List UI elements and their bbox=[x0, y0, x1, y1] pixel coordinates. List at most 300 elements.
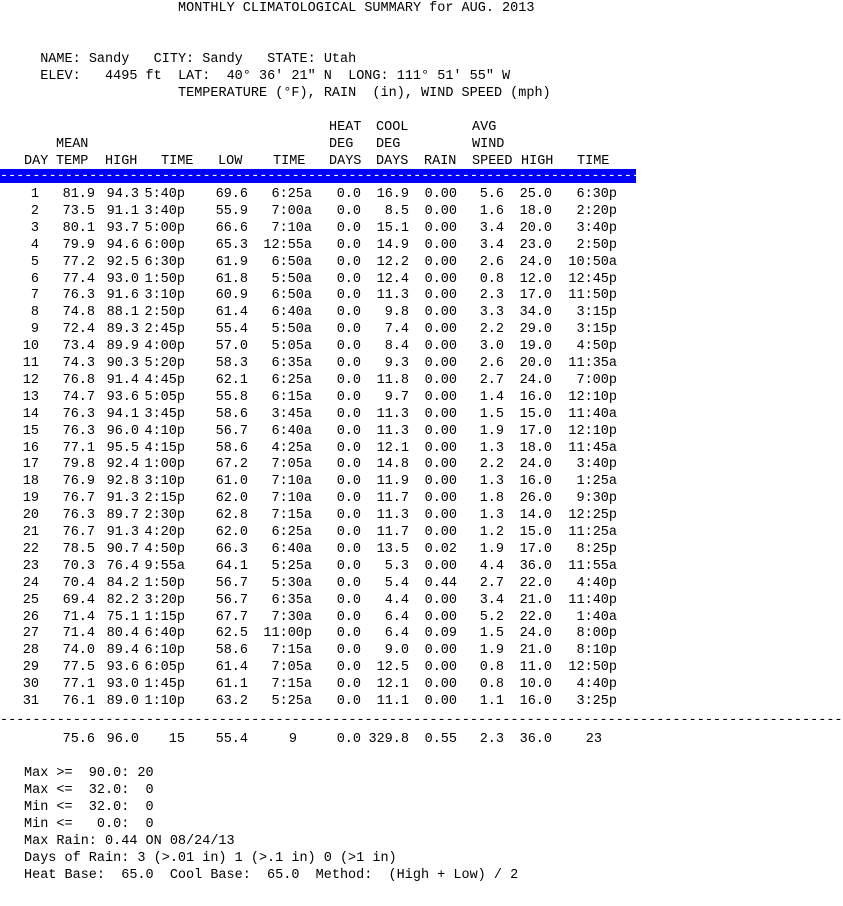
cell-avg-wind-speed: 2.6 bbox=[479, 356, 504, 371]
cell-wind-high: 15.0 bbox=[519, 525, 552, 540]
cell-low-time: 5:50a bbox=[271, 322, 312, 338]
cell-rain: 0.00 bbox=[424, 203, 457, 219]
cell-cool-deg-days: 12.4 bbox=[376, 271, 409, 287]
cell-low: 62.8 bbox=[215, 508, 248, 524]
totals-row bbox=[0, 731, 636, 748]
cell-heat-deg-days: 0.0 bbox=[336, 457, 361, 473]
cell-high-time: 1:15p bbox=[144, 609, 185, 625]
hdr-temp: TEMP bbox=[56, 154, 89, 169]
cell-wind-high: 15.0 bbox=[519, 406, 552, 422]
hdr-time1: TIME bbox=[161, 154, 194, 169]
cell-wind-high-time: 1:25a bbox=[576, 474, 617, 490]
cell-wind-high: 16.0 bbox=[519, 694, 552, 709]
table-row bbox=[0, 490, 636, 507]
cell-avg-wind-speed: 0.8 bbox=[479, 677, 504, 693]
total-rain: 0.55 bbox=[424, 732, 457, 747]
cell-low-time: 7:30a bbox=[271, 609, 312, 625]
cell-rain: 0.00 bbox=[424, 592, 457, 608]
cell-cool-deg-days: 9.7 bbox=[384, 389, 409, 405]
cell-avg-wind-speed: 1.2 bbox=[479, 525, 504, 540]
table-row bbox=[0, 287, 636, 304]
hdr-wind: WIND bbox=[472, 137, 505, 152]
cell-wind-high: 24.0 bbox=[519, 372, 552, 388]
cell-heat-deg-days: 0.0 bbox=[336, 660, 361, 676]
cell-wind-high: 12.0 bbox=[519, 271, 552, 287]
cell-low-time: 5:25a bbox=[271, 558, 312, 574]
table-row bbox=[0, 186, 636, 203]
cell-low: 66.6 bbox=[215, 220, 248, 236]
cell-low-time: 7:05a bbox=[271, 660, 312, 676]
summary-line: Min <= 32.0: 0 bbox=[24, 800, 154, 815]
cell-low-time: 7:10a bbox=[271, 491, 312, 507]
cell-low-time: 11:00p bbox=[263, 626, 312, 642]
cell-low: 64.1 bbox=[215, 558, 248, 574]
cell-cool-deg-days: 11.3 bbox=[376, 406, 409, 422]
cell-heat-deg-days: 0.0 bbox=[336, 305, 361, 321]
cell-rain: 0.00 bbox=[424, 305, 457, 321]
table-row bbox=[0, 389, 636, 406]
cell-cool-deg-days: 15.1 bbox=[376, 220, 409, 236]
cell-wind-high: 36.0 bbox=[519, 558, 552, 574]
cell-high-time: 3:45p bbox=[144, 406, 185, 422]
report-title: MONTHLY CLIMATOLOGICAL SUMMARY for AUG. 2013 bbox=[178, 1, 535, 16]
cell-high-time: 3:20p bbox=[144, 592, 185, 608]
cell-high: 90.3 bbox=[106, 356, 139, 371]
station-long: 111° 51' 55" W bbox=[396, 69, 511, 84]
cell-cool-deg-days: 11.7 bbox=[376, 525, 409, 540]
cell-low-time: 6:35a bbox=[271, 592, 312, 608]
cell-high: 94.3 bbox=[106, 187, 139, 202]
cell-mean-temp: 76.8 bbox=[62, 372, 95, 388]
cell-high-time: 4:20p bbox=[144, 525, 185, 540]
cell-avg-wind-speed: 3.4 bbox=[479, 220, 504, 236]
cell-wind-high-time: 11:25a bbox=[568, 525, 617, 540]
cell-wind-high: 21.0 bbox=[519, 643, 552, 659]
cell-rain: 0.00 bbox=[424, 457, 457, 473]
cell-day: 30 bbox=[22, 677, 39, 693]
cell-high: 89.4 bbox=[106, 643, 139, 659]
cell-low-time: 3:45a bbox=[271, 406, 312, 422]
cell-avg-wind-speed: 4.4 bbox=[479, 558, 504, 574]
cell-wind-high: 10.0 bbox=[519, 677, 552, 693]
hdr-cool-deg: DEG bbox=[376, 137, 401, 152]
cell-heat-deg-days: 0.0 bbox=[336, 187, 361, 202]
summary-line: Max >= 90.0: 20 bbox=[24, 766, 154, 781]
cell-high: 88.1 bbox=[106, 305, 139, 321]
cell-wind-high: 21.0 bbox=[519, 592, 552, 608]
table-row bbox=[0, 676, 636, 693]
cell-low: 58.6 bbox=[215, 406, 248, 422]
table-row bbox=[0, 440, 636, 457]
cell-wind-high-time: 8:00p bbox=[576, 626, 617, 642]
cell-heat-deg-days: 0.0 bbox=[336, 288, 361, 304]
cell-cool-deg-days: 11.9 bbox=[376, 474, 409, 490]
cell-cool-deg-days: 13.5 bbox=[376, 541, 409, 557]
cell-cool-deg-days: 11.3 bbox=[376, 423, 409, 439]
cell-high-time: 5:00p bbox=[144, 220, 185, 236]
cell-wind-high-time: 11:45a bbox=[568, 440, 617, 456]
totals-divider: -------------------------------------------------------------------------------------------------------- bbox=[0, 713, 843, 728]
cell-rain: 0.00 bbox=[424, 237, 457, 253]
cell-low: 61.4 bbox=[215, 305, 248, 321]
cell-wind-high: 20.0 bbox=[519, 220, 552, 236]
cell-wind-high-time: 11:55a bbox=[568, 558, 617, 574]
cell-low-time: 5:30a bbox=[271, 575, 312, 591]
cell-heat-deg-days: 0.0 bbox=[336, 339, 361, 355]
cell-low-time: 6:40a bbox=[271, 541, 312, 557]
cell-rain: 0.00 bbox=[424, 339, 457, 355]
cell-high-time: 6:05p bbox=[144, 660, 185, 676]
cell-low: 58.3 bbox=[215, 356, 248, 371]
cell-low: 61.9 bbox=[215, 254, 248, 270]
cell-day: 13 bbox=[22, 389, 39, 405]
cell-day: 28 bbox=[22, 643, 39, 659]
cell-high-time: 1:45p bbox=[144, 677, 185, 693]
cell-high: 95.5 bbox=[106, 440, 139, 456]
cell-mean-temp: 74.0 bbox=[62, 643, 95, 659]
cell-heat-deg-days: 0.0 bbox=[336, 677, 361, 693]
table-row bbox=[0, 575, 636, 592]
cell-high: 76.4 bbox=[106, 558, 139, 574]
cell-low: 61.8 bbox=[215, 271, 248, 287]
cell-avg-wind-speed: 2.2 bbox=[479, 322, 504, 338]
cell-rain: 0.00 bbox=[424, 474, 457, 490]
cell-wind-high-time: 12:10p bbox=[568, 389, 617, 405]
cell-high: 91.6 bbox=[106, 288, 139, 304]
cell-cool-deg-days: 4.4 bbox=[384, 592, 409, 608]
cell-avg-wind-speed: 3.4 bbox=[479, 237, 504, 253]
cell-high: 92.8 bbox=[106, 474, 139, 490]
table-row bbox=[0, 659, 636, 676]
hdr-cool: COOL bbox=[376, 120, 409, 135]
cell-high-time: 2:50p bbox=[144, 305, 185, 321]
cell-rain: 0.00 bbox=[424, 677, 457, 693]
cell-day: 16 bbox=[22, 440, 39, 456]
cell-avg-wind-speed: 5.6 bbox=[479, 187, 504, 202]
cell-low: 67.2 bbox=[215, 457, 248, 473]
hdr-high2: HIGH bbox=[521, 154, 554, 169]
cell-wind-high: 16.0 bbox=[519, 389, 552, 405]
station-elev: 4495 ft bbox=[105, 69, 162, 84]
station-city: Sandy bbox=[202, 52, 243, 67]
cell-avg-wind-speed: 2.3 bbox=[479, 288, 504, 304]
cell-high-time: 1:00p bbox=[144, 457, 185, 473]
cell-day: 7 bbox=[30, 288, 39, 304]
cell-avg-wind-speed: 2.2 bbox=[479, 457, 504, 473]
cell-mean-temp: 77.2 bbox=[62, 254, 95, 270]
cell-avg-wind-speed: 1.9 bbox=[479, 643, 504, 659]
table-row bbox=[0, 321, 636, 338]
cell-day: 29 bbox=[22, 660, 39, 676]
cell-avg-wind-speed: 5.2 bbox=[479, 609, 504, 625]
cell-high: 94.1 bbox=[106, 406, 139, 422]
cell-low: 61.0 bbox=[215, 474, 248, 490]
cell-rain: 0.00 bbox=[424, 508, 457, 524]
cell-rain: 0.02 bbox=[424, 541, 457, 557]
cell-avg-wind-speed: 3.4 bbox=[479, 592, 504, 608]
cell-mean-temp: 74.7 bbox=[62, 389, 95, 405]
table-row bbox=[0, 524, 636, 541]
station-state: Utah bbox=[323, 52, 357, 67]
cell-high-time: 3:10p bbox=[144, 288, 185, 304]
cell-wind-high-time: 10:50a bbox=[568, 254, 617, 270]
cell-high: 94.6 bbox=[106, 237, 139, 253]
cell-low-time: 7:05a bbox=[271, 457, 312, 473]
cell-cool-deg-days: 9.8 bbox=[384, 305, 409, 321]
cell-mean-temp: 77.4 bbox=[62, 271, 95, 287]
cell-low: 55.9 bbox=[215, 203, 248, 219]
cell-rain: 0.00 bbox=[424, 558, 457, 574]
cell-rain: 0.00 bbox=[424, 440, 457, 456]
cell-high: 89.3 bbox=[106, 322, 139, 338]
total-wind: 2.3 bbox=[479, 732, 504, 747]
cell-avg-wind-speed: 1.9 bbox=[479, 423, 504, 439]
cell-wind-high-time: 3:40p bbox=[576, 220, 617, 236]
cell-wind-high: 24.0 bbox=[519, 457, 552, 473]
cell-wind-high-time: 6:30p bbox=[576, 187, 617, 202]
cell-cool-deg-days: 14.9 bbox=[376, 237, 409, 253]
cell-day: 10 bbox=[22, 339, 39, 355]
cell-day: 26 bbox=[22, 609, 39, 625]
summary-line: Days of Rain: 3 (>.01 in) 1 (>.1 in) 0 (>1 in) bbox=[24, 851, 397, 866]
cell-wind-high-time: 4:40p bbox=[576, 677, 617, 693]
cell-mean-temp: 74.3 bbox=[62, 356, 95, 371]
cell-high: 91.1 bbox=[106, 203, 139, 219]
cell-wind-high: 34.0 bbox=[519, 305, 552, 321]
cell-avg-wind-speed: 1.5 bbox=[479, 626, 504, 642]
cell-avg-wind-speed: 1.8 bbox=[479, 491, 504, 507]
cell-high: 93.0 bbox=[106, 677, 139, 693]
cell-wind-high: 14.0 bbox=[519, 508, 552, 524]
cell-wind-high: 23.0 bbox=[519, 237, 552, 253]
cell-high: 91.4 bbox=[106, 372, 139, 388]
cell-heat-deg-days: 0.0 bbox=[336, 558, 361, 574]
cell-cool-deg-days: 6.4 bbox=[384, 626, 409, 642]
cell-day: 22 bbox=[22, 541, 39, 557]
cell-heat-deg-days: 0.0 bbox=[336, 474, 361, 490]
cell-low-time: 6:35a bbox=[271, 356, 312, 371]
cell-day: 20 bbox=[22, 508, 39, 524]
cell-high: 91.3 bbox=[106, 525, 139, 540]
cell-high-time: 4:15p bbox=[144, 440, 185, 456]
cell-wind-high-time: 2:50p bbox=[576, 237, 617, 253]
cell-low-time: 7:15a bbox=[271, 508, 312, 524]
cell-high-time: 3:40p bbox=[144, 203, 185, 219]
cell-wind-high-time: 2:20p bbox=[576, 203, 617, 219]
cell-rain: 0.00 bbox=[424, 491, 457, 507]
cell-wind-high-time: 3:15p bbox=[576, 305, 617, 321]
table-row bbox=[0, 541, 636, 558]
cell-wind-high: 22.0 bbox=[519, 575, 552, 591]
hdr-speed: SPEED bbox=[472, 154, 513, 169]
cell-wind-high: 11.0 bbox=[519, 660, 552, 676]
cell-wind-high-time: 12:10p bbox=[568, 423, 617, 439]
cell-high: 89.0 bbox=[106, 694, 139, 709]
cell-avg-wind-speed: 1.3 bbox=[479, 440, 504, 456]
cell-wind-high-time: 3:15p bbox=[576, 322, 617, 338]
cell-high-time: 6:00p bbox=[144, 237, 185, 253]
table-row bbox=[0, 220, 636, 237]
cell-heat-deg-days: 0.0 bbox=[336, 592, 361, 608]
cell-low-time: 7:15a bbox=[271, 677, 312, 693]
cell-day: 17 bbox=[22, 457, 39, 473]
cell-rain: 0.00 bbox=[424, 609, 457, 625]
hdr-time3: TIME bbox=[577, 154, 610, 169]
cell-rain: 0.09 bbox=[424, 626, 457, 642]
cell-mean-temp: 76.3 bbox=[62, 423, 95, 439]
cell-mean-temp: 76.7 bbox=[62, 525, 95, 540]
cell-wind-high-time: 11:35a bbox=[568, 356, 617, 371]
cell-heat-deg-days: 0.0 bbox=[336, 237, 361, 253]
cell-wind-high-time: 8:25p bbox=[576, 541, 617, 557]
cell-avg-wind-speed: 1.3 bbox=[479, 474, 504, 490]
cell-day: 15 bbox=[22, 423, 39, 439]
cell-cool-deg-days: 12.2 bbox=[376, 254, 409, 270]
cell-mean-temp: 76.3 bbox=[62, 406, 95, 422]
cell-heat-deg-days: 0.0 bbox=[336, 525, 361, 540]
cell-wind-high: 16.0 bbox=[519, 474, 552, 490]
cell-high-time: 5:40p bbox=[144, 187, 185, 202]
cell-mean-temp: 78.5 bbox=[62, 541, 95, 557]
cell-high-time: 9:55a bbox=[144, 558, 185, 574]
cell-cool-deg-days: 9.3 bbox=[384, 356, 409, 371]
cell-wind-high-time: 12:45p bbox=[568, 271, 617, 287]
cell-cool-deg-days: 12.1 bbox=[376, 440, 409, 456]
cell-low: 67.7 bbox=[215, 609, 248, 625]
cell-rain: 0.00 bbox=[424, 187, 457, 202]
cell-day: 3 bbox=[30, 220, 39, 236]
cell-day: 21 bbox=[22, 525, 39, 540]
cell-high-time: 1:50p bbox=[144, 575, 185, 591]
cell-high-time: 4:45p bbox=[144, 372, 185, 388]
total-cool: 329.8 bbox=[368, 732, 409, 747]
cell-heat-deg-days: 0.0 bbox=[336, 271, 361, 287]
cell-wind-high-time: 8:10p bbox=[576, 643, 617, 659]
table-row bbox=[0, 254, 636, 271]
cell-low-time: 6:25a bbox=[271, 187, 312, 202]
cell-low-time: 7:10a bbox=[271, 220, 312, 236]
cell-mean-temp: 81.9 bbox=[62, 187, 95, 202]
cell-heat-deg-days: 0.0 bbox=[336, 643, 361, 659]
cell-high-time: 4:00p bbox=[144, 339, 185, 355]
cell-mean-temp: 71.4 bbox=[62, 609, 95, 625]
cell-high: 91.3 bbox=[106, 491, 139, 507]
cell-day: 6 bbox=[30, 271, 39, 287]
cell-rain: 0.00 bbox=[424, 643, 457, 659]
cell-wind-high: 18.0 bbox=[519, 440, 552, 456]
cell-rain: 0.00 bbox=[424, 220, 457, 236]
cell-low: 60.9 bbox=[215, 288, 248, 304]
cell-low: 62.1 bbox=[215, 372, 248, 388]
cell-high: 75.1 bbox=[106, 609, 139, 625]
table-row bbox=[0, 625, 636, 642]
cell-day: 14 bbox=[22, 406, 39, 422]
table-row bbox=[0, 304, 636, 321]
cell-mean-temp: 76.3 bbox=[62, 288, 95, 304]
cell-wind-high: 22.0 bbox=[519, 609, 552, 625]
hdr-mean: MEAN bbox=[56, 137, 89, 152]
total-high-time: 15 bbox=[168, 732, 185, 747]
total-low: 55.4 bbox=[215, 732, 248, 747]
cell-cool-deg-days: 6.4 bbox=[384, 609, 409, 625]
cell-low-time: 7:00a bbox=[271, 203, 312, 219]
cell-wind-high-time: 12:25p bbox=[568, 508, 617, 524]
cell-cool-deg-days: 7.4 bbox=[384, 322, 409, 338]
summary-line: Min <= 0.0: 0 bbox=[24, 817, 154, 832]
cell-mean-temp: 77.5 bbox=[62, 660, 95, 676]
cell-wind-high-time: 4:50p bbox=[576, 339, 617, 355]
cell-low: 58.6 bbox=[215, 643, 248, 659]
cell-mean-temp: 76.3 bbox=[62, 508, 95, 524]
cell-avg-wind-speed: 0.8 bbox=[479, 660, 504, 676]
table-row bbox=[0, 456, 636, 473]
cell-heat-deg-days: 0.0 bbox=[336, 541, 361, 557]
cell-mean-temp: 73.5 bbox=[62, 203, 95, 219]
cell-low: 69.6 bbox=[215, 187, 248, 202]
hdr-heat-deg: DEG bbox=[329, 137, 354, 152]
cell-heat-deg-days: 0.0 bbox=[336, 406, 361, 422]
cell-mean-temp: 70.3 bbox=[62, 558, 95, 574]
cell-avg-wind-speed: 1.6 bbox=[479, 203, 504, 219]
cell-heat-deg-days: 0.0 bbox=[336, 609, 361, 625]
cell-cool-deg-days: 12.1 bbox=[376, 677, 409, 693]
cell-low-time: 6:25a bbox=[271, 525, 312, 540]
cell-low: 56.7 bbox=[215, 575, 248, 591]
lat-label: LAT: bbox=[177, 69, 211, 84]
total-wind-time: 23 bbox=[585, 732, 602, 747]
cell-heat-deg-days: 0.0 bbox=[336, 575, 361, 591]
cell-day: 25 bbox=[22, 592, 39, 608]
cell-cool-deg-days: 5.3 bbox=[384, 558, 409, 574]
hdr-day: DAY bbox=[24, 154, 49, 169]
cell-cool-deg-days: 8.5 bbox=[384, 203, 409, 219]
cell-avg-wind-speed: 3.3 bbox=[479, 305, 504, 321]
total-wind-high: 36.0 bbox=[519, 732, 552, 747]
hdr-time2: TIME bbox=[273, 154, 306, 169]
cell-high: 89.9 bbox=[106, 339, 139, 355]
cell-day: 2 bbox=[30, 203, 39, 219]
cell-low: 61.1 bbox=[215, 677, 248, 693]
cell-heat-deg-days: 0.0 bbox=[336, 203, 361, 219]
cell-low-time: 6:25a bbox=[271, 372, 312, 388]
table-row bbox=[0, 423, 636, 440]
cell-low-time: 7:15a bbox=[271, 643, 312, 659]
cell-heat-deg-days: 0.0 bbox=[336, 508, 361, 524]
table-row bbox=[0, 693, 636, 710]
cell-day: 27 bbox=[22, 626, 39, 642]
cell-day: 9 bbox=[30, 322, 39, 338]
cell-avg-wind-speed: 3.0 bbox=[479, 339, 504, 355]
cell-mean-temp: 76.9 bbox=[62, 474, 95, 490]
cell-wind-high: 24.0 bbox=[519, 254, 552, 270]
cell-rain: 0.00 bbox=[424, 389, 457, 405]
cell-high-time: 2:30p bbox=[144, 508, 185, 524]
cell-high-time: 5:05p bbox=[144, 389, 185, 405]
cell-mean-temp: 80.1 bbox=[62, 220, 95, 236]
cell-mean-temp: 79.9 bbox=[62, 237, 95, 253]
cell-avg-wind-speed: 0.8 bbox=[479, 271, 504, 287]
cell-cool-deg-days: 11.3 bbox=[376, 508, 409, 524]
cell-cool-deg-days: 9.0 bbox=[384, 643, 409, 659]
cell-day: 18 bbox=[22, 474, 39, 490]
cell-wind-high: 20.0 bbox=[519, 356, 552, 371]
cell-heat-deg-days: 0.0 bbox=[336, 389, 361, 405]
cell-heat-deg-days: 0.0 bbox=[336, 356, 361, 371]
cell-wind-high: 17.0 bbox=[519, 288, 552, 304]
cell-wind-high: 29.0 bbox=[519, 322, 552, 338]
units-line: TEMPERATURE (°F), RAIN (in), WIND SPEED (mph) bbox=[178, 86, 551, 101]
cell-high-time: 5:20p bbox=[144, 356, 185, 371]
